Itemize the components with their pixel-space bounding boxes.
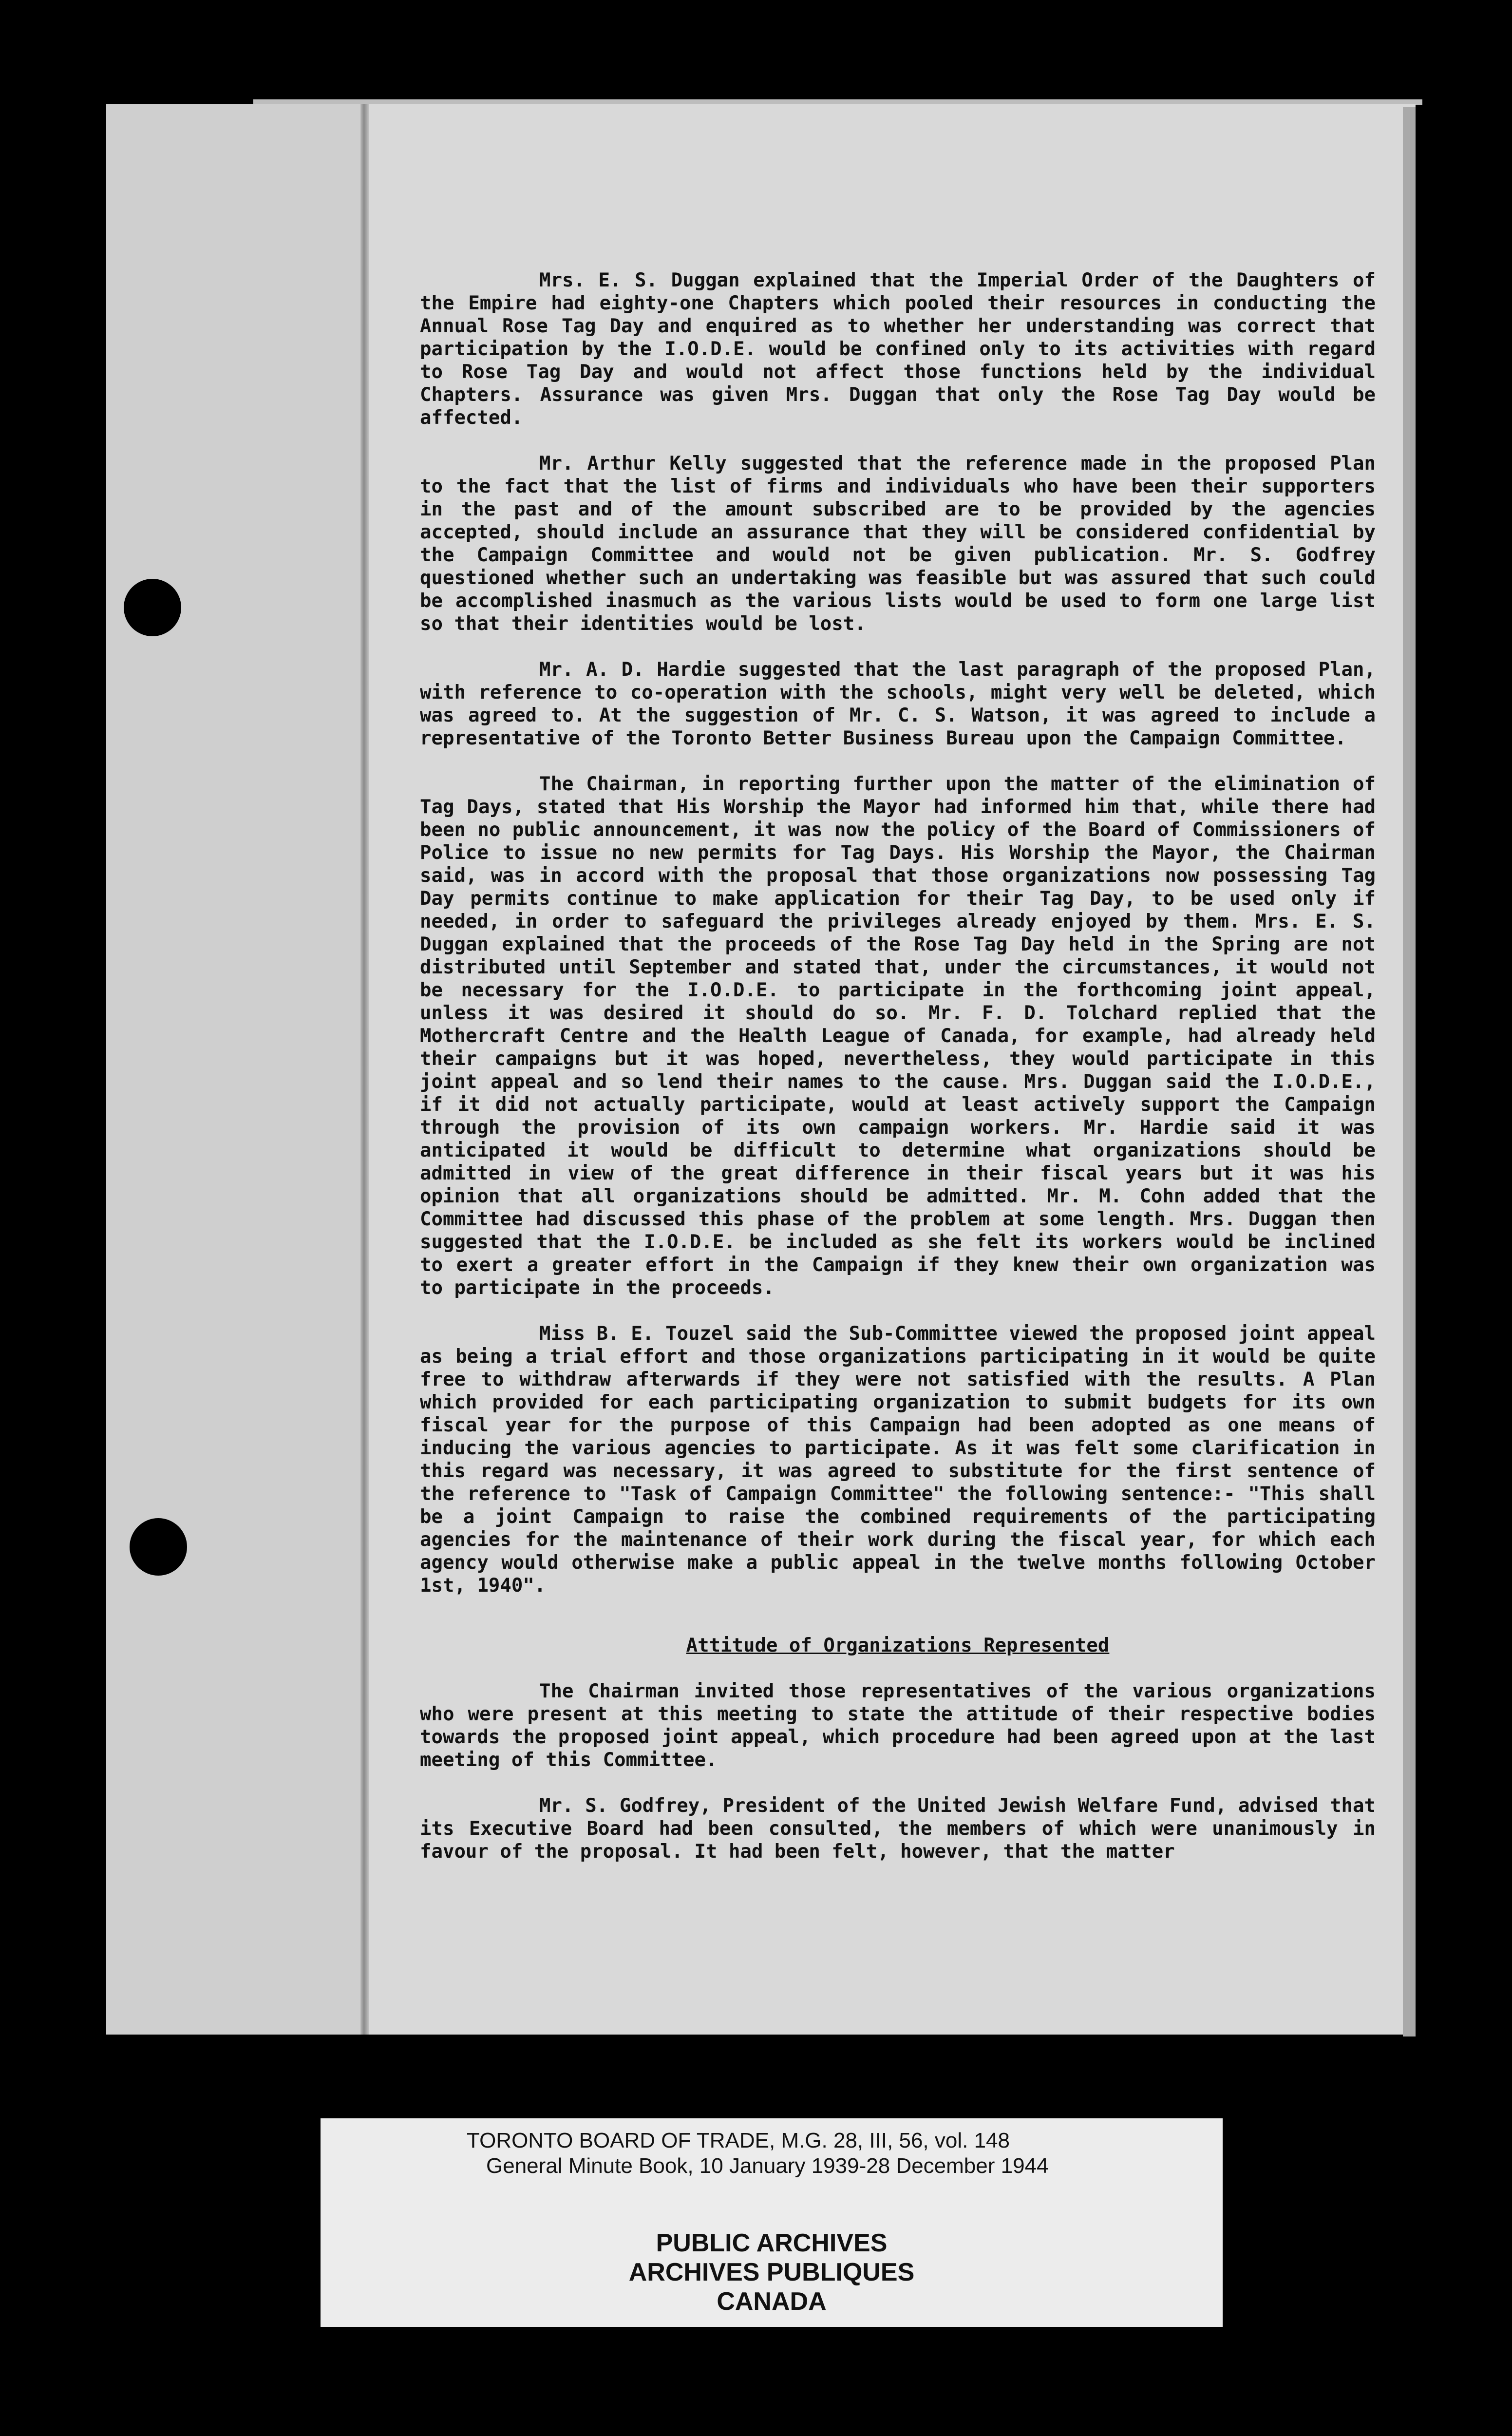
sheet-right-edge [1403, 107, 1416, 2036]
paragraph-touzel-trial: Miss B. E. Touzel said the Sub-Committee viewed the proposed joint appeal as being a trial effort and those organizations participating in it would be quite free to withdraw afterwards if they were not satisfied with the results. A Plan which provided for each participating organization to submit budgets for its own fiscal year for the purpose of this Campaign had been adopted as one means of inducing the various agencies to participate. As it was felt some clarification in this regard was necessary, it was agreed to substitute for the first sentence of the reference to "Task of Campaign Committee" the following sentence:- "This shall be a joint Campaign to raise the combined requirements of the participating agencies for the maintenance of their work during the fiscal year, for which each agency would otherwise make a public appeal in the twelve months following October 1st, 1940". [420, 1323, 1376, 1597]
archive-label [321, 2118, 1223, 2327]
archive-source-line-2: General Minute Book, 10 January 1939-28 December 1944 [486, 2154, 1049, 2178]
binding-margin [106, 104, 369, 2035]
paragraph-chairman-tag-days: The Chairman, in reporting further upon the matter of the elimination of Tag Days, stated that His Worship the Mayor had informed him that, while there had been no public announcement, it was now the policy of the Board of Commissioners of Police to issue no new permits for Tag Days. His Worship the Mayor, the Chairman said, was in accord with the proposal that those organizations now possessing Tag Day permits continue to make application for their Tag Day, to be used only if needed, in order to safeguard the privileges already enjoyed by them. Mrs. E. S. Duggan explained that the proceeds of the Rose Tag Day held in the Spring are not distributed until September and stated that, under the circumstances, it would not be necessary for the I.O.D.E. to participate in the forthcoming joint appeal, unless it was desired it should do so. Mr. F. D. Tolchard replied that the Mothercraft Centre and the Health League of Canada, for example, had already held their campaigns but it was hoped, nevertheless, they would participate in this joint appeal and so lend their names to the cause. Mrs. Duggan said the I.O.D.E., if it did not actually participate, would at least actively support the Campaign through the provision of its own campaign workers. Mr. Hardie said it was anticipated it would be difficult to determine what organizations should be admitted in view of the great difference in their fiscal years but it was his opinion that all organizations should be admitted. Mr. M. Cohn added that the Committee had discussed this phase of the problem at some length. Mrs. Duggan then suggested that the I.O.D.E. be included as she felt its workers would be inclined to exert a greater effort in the Campaign if they knew their own organization was to participate in the proceeds. [420, 773, 1376, 1299]
paragraph-chairman-invited: The Chairman invited those representatives of the various organizations who were present at this meeting to state the attitude of their respective bodies towards the proposed joint appeal, which procedure had been agreed upon at the last meeting of this Committee. [420, 1680, 1376, 1771]
punch-hole-upper [124, 579, 181, 636]
binding-fold [360, 104, 369, 2035]
archive-institution [321, 2228, 1223, 2316]
institution-line-3: CANADA [717, 2287, 827, 2316]
institution-line-2: ARCHIVES PUBLIQUES [628, 2258, 915, 2286]
document-body [420, 269, 1376, 1886]
paragraph-duggan-iode: Mrs. E. S. Duggan explained that the Imperial Order of the Daughters of the Empire had eighty-one Chapters which pooled their resources in conducting the Annual Rose Tag Day and enquired as to whether her understanding was correct that participation by the I.O.D.E. would be confined only to its activities with regard to Rose Tag Day and would not affect those functions held by the individual Chapters. Assurance was given Mrs. Duggan that only the Rose Tag Day would be affected. [420, 269, 1376, 429]
archive-source-line-1: TORONTO BOARD OF TRADE, M.G. 28, III, 56, vol. 148 [467, 2129, 1010, 2152]
paragraph-hardie-schools: Mr. A. D. Hardie suggested that the last paragraph of the proposed Plan, with reference to co-operation with the schools, might very well be deleted, which was agreed to. At the suggestion of Mr. C. S. Watson, it was agreed to include a representative of the Toronto Better Business Bureau upon the Campaign Committee. [420, 659, 1376, 749]
archive-source [467, 2128, 1048, 2179]
paragraph-godfrey-fund: Mr. S. Godfrey, President of the United Jewish Welfare Fund, advised that its Executive Board had been consulted, the members of which were unanimously in favour of the proposal. It had been felt, however, that the matter [420, 1795, 1376, 1863]
institution-line-1: PUBLIC ARCHIVES [656, 2229, 888, 2257]
section-heading: Attitude of Organizations Represented [686, 1635, 1110, 1656]
punch-hole-lower [130, 1518, 187, 1576]
paragraph-kelly-confidential: Mr. Arthur Kelly suggested that the reference made in the proposed Plan to the fact that the list of firms and individuals who have been their supporters in the past and of the amount subscribed are to be provided by the agencies accepted, should include an assurance that they will be considered confidential by the Campaign Committee and would not be given publication. Mr. S. Godfrey questioned whether such an undertaking was feasible but was assured that such could be accomplished inasmuch as the various lists would be used to form one large list so that their identities would be lost. [420, 453, 1376, 635]
